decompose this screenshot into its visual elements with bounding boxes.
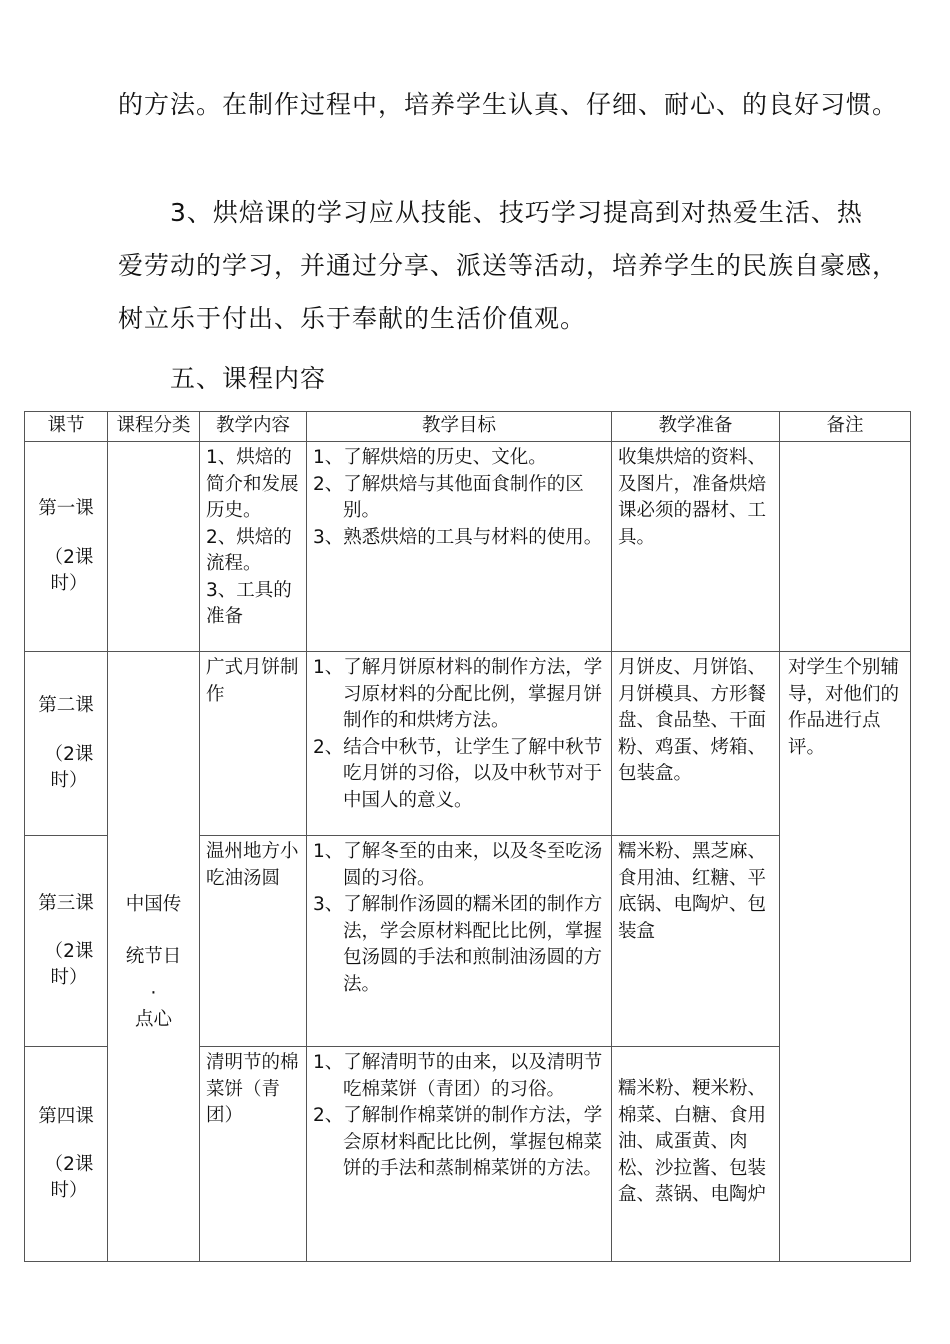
goal-item: 1、了解清明节的由来，以及清明节吃棉菜饼（青团）的习俗。 bbox=[313, 1052, 603, 1100]
prep-cell: 收集烘焙的资料、及图片，准备烘焙课必须的器材、工具。 bbox=[612, 442, 780, 652]
content-cell bbox=[200, 1047, 307, 1262]
goal-item: 3、熟悉烘焙的工具与材料的使用。 bbox=[313, 526, 603, 548]
goals-cell bbox=[307, 652, 612, 836]
course-table bbox=[24, 411, 911, 1262]
category-line: · bbox=[150, 982, 157, 1004]
paragraph-line: 3、烘焙课的学习应从技能、技巧学习提高到对热爱生活、热 bbox=[170, 198, 863, 227]
paragraph-line: 爱劳动的学习，并通过分享、派送等活动，培养学生的民族自豪感， bbox=[118, 251, 899, 280]
lesson-hours: （2课时） bbox=[44, 1154, 94, 1202]
header-category: 课程分类 bbox=[108, 412, 200, 442]
section-heading: 五、课程内容 bbox=[170, 364, 327, 393]
lesson-cell bbox=[25, 442, 108, 652]
prep-text: 糯米粉、粳米粉、棉菜、白糖、食用油、咸蛋黄、肉松、沙拉酱、包装盒、蒸锅、电陶炉 bbox=[618, 1078, 767, 1205]
content-cell bbox=[200, 652, 307, 836]
goal-item: 1、了解烘焙的历史、文化。 bbox=[313, 447, 547, 468]
paragraph-3 bbox=[118, 186, 898, 345]
category-cell bbox=[108, 652, 200, 1262]
goal-item: 3、了解制作汤圆的糯米团的制作方法，学会原材料配比比例，掌握包汤圆的手法和煎制油汤圆的方法。 bbox=[313, 894, 603, 995]
goals-list bbox=[307, 836, 611, 998]
content-line: 2、烘焙的流程。 bbox=[206, 526, 292, 574]
lesson-cell bbox=[25, 1047, 108, 1262]
goal-item: 2、了解制作棉菜饼的制作方法，学会原材料配比比例，掌握包棉菜饼的手法和蒸制棉菜饼的方法。 bbox=[313, 1105, 603, 1179]
content-cell bbox=[200, 836, 307, 1047]
paragraph-line: 的方法。在制作过程中，培养学生认真、仔细、耐心、的良好习惯。 bbox=[118, 90, 899, 119]
goals-list bbox=[307, 652, 611, 814]
lesson-name: 第二课 bbox=[38, 695, 94, 717]
content-line: 温州地方小吃油汤圆 bbox=[206, 841, 299, 889]
category-cell bbox=[108, 442, 200, 652]
content-line: 广式月饼制作 bbox=[206, 657, 299, 705]
lesson-hours: （2课时） bbox=[44, 546, 94, 594]
lesson-hours: （2课时） bbox=[44, 941, 94, 989]
header-content: 教学内容 bbox=[200, 412, 307, 442]
header-prep: 教学准备 bbox=[612, 412, 780, 442]
category-line: 统节日 bbox=[125, 945, 182, 967]
note-cell: 对学生个别辅导，对他们的作品进行点评。 bbox=[780, 652, 911, 1262]
goal-item: 2、结合中秋节，让学生了解中秋节吃月饼的习俗，以及中秋节对于中国人的意义。 bbox=[313, 736, 603, 811]
table-row bbox=[25, 652, 911, 836]
header-lesson: 课节 bbox=[25, 412, 108, 442]
lesson-cell bbox=[25, 836, 108, 1047]
header-goals: 教学目标 bbox=[307, 412, 612, 442]
table-row bbox=[25, 442, 911, 652]
table-header-row bbox=[25, 412, 911, 442]
paragraph-line: 树立乐于付出、乐于奉献的生活价值观。 bbox=[118, 304, 587, 333]
content-line: 3、工具的准备 bbox=[206, 579, 292, 627]
lesson-name: 第四课 bbox=[38, 1105, 94, 1127]
lesson-cell bbox=[25, 652, 108, 836]
header-note: 备注 bbox=[780, 412, 911, 442]
goals-list bbox=[307, 442, 611, 551]
goal-item: 2、了解烘焙与其他面食制作的区别。 bbox=[313, 473, 584, 521]
note-cell bbox=[780, 442, 911, 652]
goals-list bbox=[307, 1047, 611, 1183]
category-line: 点心 bbox=[134, 1008, 172, 1030]
content-cell bbox=[200, 442, 307, 652]
goals-cell bbox=[307, 442, 612, 652]
category-line: 中国传 bbox=[125, 893, 182, 915]
prep-cell bbox=[612, 1047, 780, 1262]
goal-item: 1、了解月饼原材料的制作方法，学习原材料的分配比例，掌握月饼制作的和烘烤方法。 bbox=[313, 657, 603, 731]
goal-item: 1、了解冬至的由来，以及冬至吃汤圆的习俗。 bbox=[313, 841, 603, 889]
prep-cell: 月饼皮、月饼馅、月饼模具、方形餐盘、食品垫、干面粉、鸡蛋、烤箱、包装盒。 bbox=[612, 652, 780, 836]
lesson-hours: （2课时） bbox=[44, 743, 94, 791]
prep-cell: 糯米粉、黑芝麻、食用油、红糖、平底锅、电陶炉、包装盒 bbox=[612, 836, 780, 1047]
content-line: 清明节的棉菜饼（青团） bbox=[206, 1052, 299, 1126]
lesson-name: 第一课 bbox=[38, 498, 94, 520]
content-line: 1、烘焙的简介和发展历史。 bbox=[206, 447, 299, 521]
goals-cell bbox=[307, 1047, 612, 1262]
lesson-name: 第三课 bbox=[38, 892, 94, 914]
goals-cell bbox=[307, 836, 612, 1047]
